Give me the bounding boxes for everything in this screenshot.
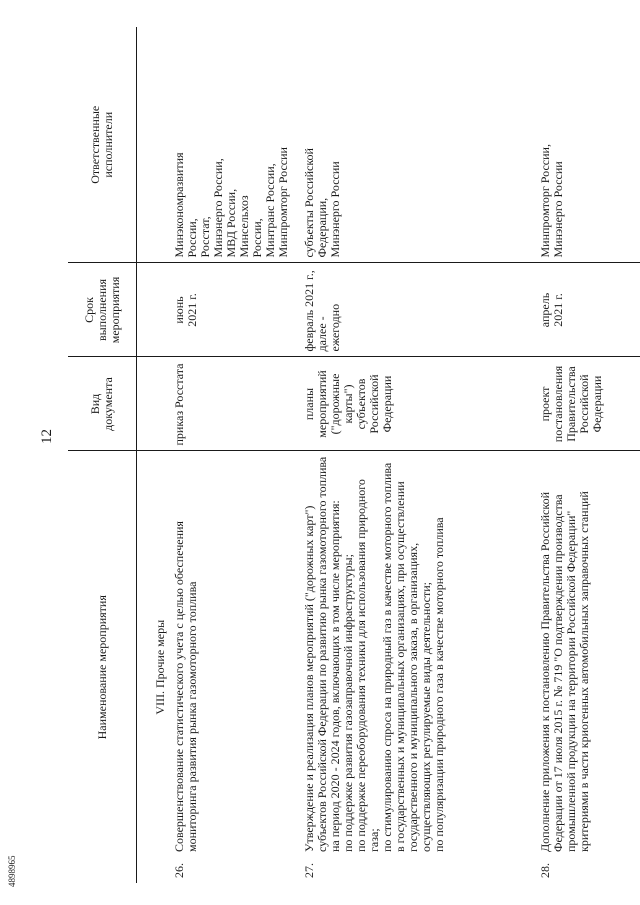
measure-cell <box>169 451 299 883</box>
measure-cell <box>535 451 640 883</box>
measure-line: по популяризации природного газа в качестве моторного топлива <box>432 517 446 852</box>
measure-line: по поддержке переоборудования техники для использования природного газа; <box>354 479 381 852</box>
responsible-cell: субъекты Российской Федерации, Минэнерго России <box>299 27 535 263</box>
header-document-type: Вид документа <box>68 357 137 451</box>
table-row <box>535 27 640 883</box>
header-measure-name: Наименование мероприятия <box>68 451 137 883</box>
table-header-row <box>68 27 137 883</box>
measure-cell <box>299 451 535 883</box>
document-type-cell: приказ Росстата <box>169 357 299 451</box>
section-row <box>137 27 170 883</box>
header-responsible: Ответственные исполнители <box>68 27 137 263</box>
header-deadline: Срок выполнения мероприятия <box>68 263 137 357</box>
table-row <box>169 27 299 883</box>
document-code: 4898965 <box>7 855 17 887</box>
measure-line: по поддержке развития газозаправочной инфраструктуры; <box>341 554 355 852</box>
measure-line: Утверждение и реализация планов мероприятий ("дорожных карт") субъектов Российской Федерации по развитию рынка газомоторного топлива на период 2020 - 2024 годов, включающих в том числе мероприятия: <box>302 456 342 852</box>
section-title: VIII. Прочие меры <box>153 619 167 715</box>
measure-line: по стимулированию спроса на природный газ в качестве моторного топлива в государственных и муниципальных организациях, при осуществлении государственного и муниципального заказа, в организациях, осуществляющих регулируемые виды деятельности; <box>380 462 433 852</box>
row-number: 28. <box>538 863 552 878</box>
document-type-cell: проект постановления Правительства Российской Федерации <box>535 357 640 451</box>
responsible-cell: Минпромторг России, Минэнерго России <box>535 27 640 263</box>
measures-table-container <box>68 27 616 883</box>
row-number: 26. <box>172 863 186 878</box>
measure-text: Дополнение приложения к постановлению Правительства Российской Федерации от 17 июля 2015 г. № 719 "О подтверждении производства промышленной продукции на территории Российской Федерации" критериями в части криогенных автомобильных заправочных станций <box>538 491 591 852</box>
deadline-cell: февраль 2021 г., далее - ежегодно <box>299 263 535 357</box>
deadline-cell: апрель 2021 г. <box>535 263 640 357</box>
deadline-cell: июнь 2021 г. <box>169 263 299 357</box>
table-row <box>299 27 535 883</box>
measures-table <box>68 27 640 883</box>
responsible-cell: Минэкономразвития России, Росстат, Минэнерго России, МВД России, Минсельхоз России, Минтранс России, Минпромторг России <box>169 27 299 263</box>
page-number: 12 <box>39 429 55 444</box>
measure-text: Совершенствование статистического учета с целью обеспечения мониторинга развития рынка газомоторного топлива <box>172 521 199 852</box>
document-type-cell: планы мероприятий ("дорожные карты") субъектов Российской Федерации <box>299 357 535 451</box>
measure-text <box>303 457 446 853</box>
row-number: 27. <box>302 863 316 878</box>
